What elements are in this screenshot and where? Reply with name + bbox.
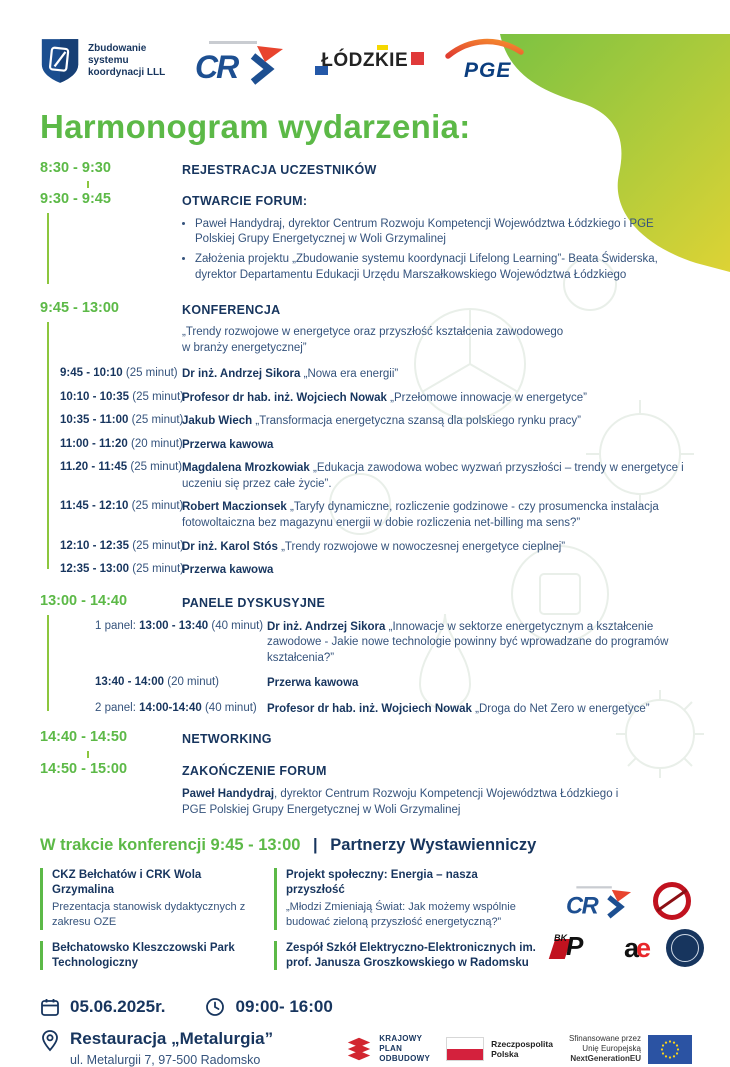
partners-header-label: Partnerzy Wystawienniczy <box>330 836 537 855</box>
crk-logo <box>195 38 287 84</box>
eu-line2: Unię Europejską <box>582 1044 641 1054</box>
partners-header-time: W trakcie konferencji 9:45 - 13:00 <box>40 836 301 855</box>
session-desc: Profesor dr hab. inż. Wojciech Nowak „Przełomowe innowacje w energetyce” <box>182 391 587 404</box>
location-pin-icon <box>40 1029 60 1053</box>
kpo-logo <box>345 1034 430 1065</box>
lll-logo-line1: Zbudowanie <box>88 43 147 54</box>
session-desc: Przerwa kawowa <box>182 438 274 451</box>
poland-line1: Rzeczpospolita <box>491 1038 553 1049</box>
schedule-block-conference <box>40 300 692 579</box>
session-time: 9:45 - 10:10 (25 minut) <box>60 367 178 380</box>
session-desc: Przerwa kawowa <box>182 564 274 577</box>
kpo-line3: ODBUDOWY <box>379 1054 431 1064</box>
timeline-connector <box>87 181 89 188</box>
panel-label: 13:40 - 14:00 (20 minut) <box>95 676 220 689</box>
lll-logo-text <box>88 43 165 79</box>
partner-title: Bełchatowsko Kleszczowski Park Technologiczny <box>52 941 235 969</box>
footer-event-info <box>40 997 333 1066</box>
session-time: 11:45 - 12:10 (25 minut) <box>60 500 184 513</box>
partner-title: Zespół Szkół Elektryczno-Elektronicznych im. prof. Janusza Groszkowskiego w Radomsku <box>286 941 536 969</box>
ckz-emblem-icon <box>653 882 691 920</box>
session-desc: Dr inż. Karol Stós „Trendy rozwojowe w nowoczesnej energetyce cieplnej” <box>182 540 566 553</box>
time-range: 8:30 - 9:30 <box>40 160 111 176</box>
partner-logos <box>552 868 704 981</box>
conference-subtitle-line1: „Trendy rozwojowe w energetyce oraz przyszłość kształcenia zawodowego <box>182 326 564 339</box>
session-time: 12:10 - 12:35 (25 minut) <box>60 539 185 552</box>
block-title: REJESTRACJA UCZESTNIKÓW <box>182 163 377 177</box>
time-range: 9:30 - 9:45 <box>40 191 111 208</box>
block-title: NETWORKING <box>182 732 272 747</box>
lodzkie-logo-text: ŁÓDZKIE <box>321 50 409 71</box>
session-time: 12:35 - 13:00 (25 minut) <box>60 563 185 576</box>
eu-line1: Sfinansowane przez <box>568 1033 641 1043</box>
schedule-block-networking <box>40 729 692 747</box>
eu-funding-logo <box>569 1034 692 1065</box>
shield-icon <box>40 37 80 85</box>
partners-col-1 <box>40 868 258 981</box>
bkpt-logo-text-bk: BK <box>554 933 567 944</box>
panel-desc: Dr inż. Andrzej Sikora „Innowacje w sektorze energetycznym a kształcenie zawodowe - Jakie nowe technologie powinny być wprowadzane do programów kształcenia?” <box>267 620 669 664</box>
schedule-block-closing <box>40 761 692 818</box>
panel-desc: Przerwa kawowa <box>267 677 359 690</box>
clock-icon <box>205 997 225 1017</box>
partners-col-2 <box>274 868 536 981</box>
partners-header-separator: | <box>313 836 318 855</box>
time-range: 9:45 - 13:00 <box>40 299 119 316</box>
session-desc: Jakub Wiech „Transformacja energetyczna szansą dla polskiego rynku pracy” <box>182 415 581 428</box>
partner-item <box>40 941 258 971</box>
event-schedule-poster <box>0 34 730 1067</box>
time-range: 14:40 - 14:50 <box>40 729 128 746</box>
crk-logo-letters: CR <box>195 49 238 85</box>
lll-logo-line2: systemu <box>88 55 129 66</box>
event-date <box>40 997 165 1017</box>
session-time: 11:00 - 11:20 (20 minut) <box>60 437 183 450</box>
lll-logo-line3: koordynacji LLL <box>88 67 166 78</box>
event-date-text: 05.06.2025r. <box>70 997 166 1017</box>
opening-bullets <box>182 217 692 284</box>
poland-flag-icon <box>446 1037 484 1061</box>
kpo-line1: KRAJOWY <box>379 1033 423 1043</box>
conference-sessions <box>60 367 692 578</box>
poland-logo <box>446 1037 553 1061</box>
session-desc: Dr inż. Andrzej Sikora „Nowa era energii” <box>182 368 399 381</box>
session-desc: Robert Maczionsek „Taryfy dynamiczne, rozliczenie godzinowe - czy prosumencka instalacja fotowoltaiczna bez magazynu energii w dobie rozliczenia net-billing ma sens?” <box>182 501 659 529</box>
conference-subtitle <box>182 324 692 356</box>
crk-partner-logo <box>565 884 635 918</box>
partner-logos-row-2 <box>552 929 704 967</box>
bkpt-logo <box>552 933 606 963</box>
time-range: 13:00 - 14:40 <box>40 592 128 609</box>
partner-desc: „Młodzi Zmieniają Świat: Jak możemy wspólnie budować zieloną przyszłość energetyczną?” <box>286 900 516 928</box>
session-time: 10:35 - 11:00 (25 minut) <box>60 414 184 427</box>
footer <box>40 997 692 1066</box>
block-title: ZAKOŃCZENIE FORUM <box>182 763 327 778</box>
footer-funding-logos <box>345 1034 692 1067</box>
eu-flag-icon <box>648 1035 692 1064</box>
schedule-block-opening <box>40 191 692 288</box>
pge-logo-text: PGE <box>464 59 512 82</box>
partner-logos-row-1 <box>565 882 691 920</box>
closing-desc: Paweł Handydraj, dyrektor Centrum Rozwoju Kompetencji Województwa Łódzkiego i PGE Polskiej Grupy Energetycznej w Woli Grzymalinej <box>182 787 619 816</box>
calendar-icon <box>40 997 60 1017</box>
partners-header <box>40 836 692 855</box>
timeline-connector <box>47 213 49 284</box>
session-desc: Magdalena Mrozkowiak „Edukacja zawodowa wobec wyzwań przyszłości – trendy w energetyce i uczeniu się przez całe życie”. <box>182 462 684 490</box>
time-range: 14:50 - 15:00 <box>40 760 128 777</box>
lodzkie-red-square <box>411 52 424 65</box>
schedule <box>40 160 692 818</box>
partners-grid <box>40 868 692 981</box>
session-time: 10:10 - 10:35 (25 minut) <box>60 390 185 403</box>
lll-project-logo <box>40 37 165 85</box>
partner-item <box>274 941 536 971</box>
panel-label: 1 panel: 13:00 - 13:40 (40 minut) <box>95 619 264 632</box>
panel-label: 2 panel: 14:00-14:40 (40 minut) <box>95 701 257 714</box>
bullet-item: • Założenia projektu „Zbudowanie systemu koordynacji Lifelong Learning”- Beata Świderska, dyrektor Departamentu Edukacji Urzędu Marszałkowskiego Województwa Łódzkiego <box>195 252 692 284</box>
event-time <box>205 997 332 1017</box>
partner-desc: Prezentacja stanowisk dydaktycznych z zakresu OZE <box>52 900 246 928</box>
block-title: KONFERENCJA <box>182 302 281 317</box>
conference-subtitle-line2: w branży energetycznej” <box>182 342 307 355</box>
partner-title: CKZ Bełchatów i CRK Wola Grzymalina <box>52 869 202 896</box>
partner-item <box>40 868 258 930</box>
kpo-icon <box>345 1034 373 1064</box>
venue-address: ul. Metalurgii 7, 97-500 Radomsko <box>70 1052 261 1067</box>
eu-line3: NextGenerationEU <box>570 1054 641 1064</box>
timeline-connector <box>87 751 89 758</box>
discussion-panels <box>95 620 692 718</box>
kpo-line2: PLAN <box>379 1044 403 1054</box>
poland-line2: Polska <box>491 1049 519 1060</box>
bkpt-logo-text-p: P <box>566 931 584 962</box>
lodzkie-logo <box>317 50 412 72</box>
partner-item <box>274 868 536 930</box>
block-title: PANELE DYSKUSYJNE <box>182 595 326 610</box>
session-time: 11.20 - 11:45 (25 minut) <box>60 461 183 474</box>
venue-name: Restauracja „Metalurgia” <box>70 1029 274 1049</box>
panel-desc: Profesor dr hab. inż. Wojciech Nowak „Droga do Net Zero w energetyce” <box>267 702 650 715</box>
partners-section <box>40 836 692 981</box>
header-logos-row <box>40 34 692 88</box>
event-location <box>40 1029 333 1066</box>
partner-title: Projekt społeczny: Energia – nasza przyszłość <box>286 869 478 896</box>
svg-text:CR: CR <box>566 893 598 920</box>
school-emblem-icon <box>666 929 704 967</box>
event-time-text: 09:00- 16:00 <box>235 997 333 1017</box>
page-title: Harmonogram wydarzenia: <box>40 108 471 145</box>
block-title: OTWARCIE FORUM: <box>182 194 308 209</box>
timeline-connector <box>47 615 49 712</box>
pge-logo <box>442 39 528 83</box>
schedule-block-panels <box>40 593 692 718</box>
timeline-connector <box>47 322 49 569</box>
schedule-block-registration <box>40 160 692 178</box>
bullet-item: • Paweł Handydraj, dyrektor Centrum Rozwoju Kompetencji Województwa Łódzkiego i PGE Polskiej Grupy Energetycznej w Woli Grzymalinej <box>195 217 692 249</box>
ae-logo: ae <box>624 932 649 963</box>
